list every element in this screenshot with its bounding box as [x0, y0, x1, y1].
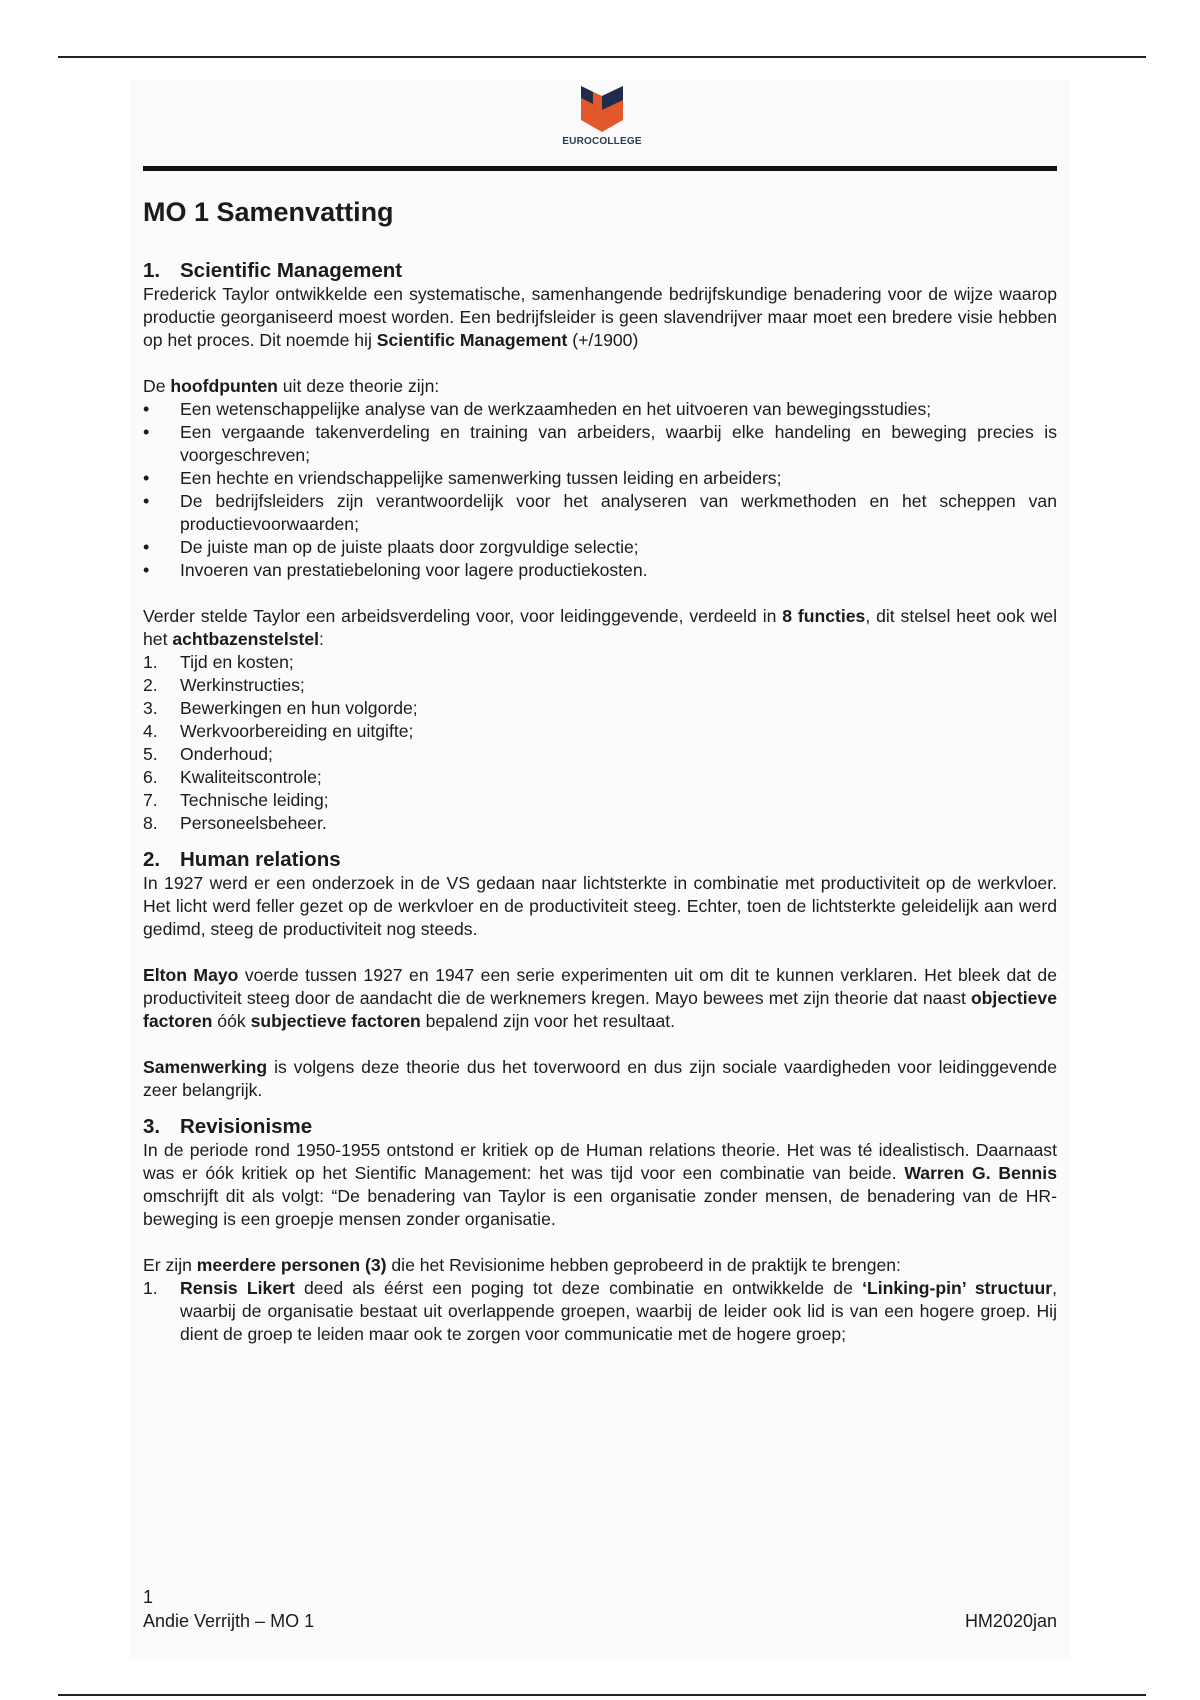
section-heading-human-relations [143, 847, 1057, 872]
paragraph-lichtsterkte: In 1927 werd er een onderzoek in de VS gedaan naar lichtsterkte in combinatie met productiviteit op de werkvloer. Het licht werd feller gezet op de werkvloer en de productiviteit steeg. Echter, toen de lichtsterkte geleidelijk aan werd gedimd, steeg de productiviteit nog steeds. [143, 873, 1057, 939]
list-item: • Een hechte en vriendschappelijke samenwerking tussen leiding en arbeiders; [143, 467, 1057, 490]
shield-logo-icon [579, 84, 625, 134]
document-title: MO 1 Samenvatting [143, 197, 394, 227]
list-item: • De bedrijfsleiders zijn verantwoordelijk voor het analyseren van werkmethoden en het scheppen van productievoorwaarden; [143, 490, 1057, 536]
section-number: 2. [143, 848, 161, 871]
section-title: Revisionisme [180, 1115, 313, 1138]
document-body [143, 192, 1057, 1346]
section-title: Human relations [180, 848, 341, 871]
section-number: 1. [143, 259, 161, 282]
paragraph-hoofdpunten: De hoofdpunten uit deze theorie zijn: [143, 376, 440, 396]
paragraph-elton-mayo: Elton Mayo voerde tussen 1927 en 1947 een serie experimenten uit om dit te kunnen verklaren. Het bleek dat de productiviteit steeg door de aandacht die de werknemers kregen. Mayo bewees met zijn theorie dat naast objectieve factoren óók subjectieve factoren bepalend zijn voor het resultaat. [143, 965, 1057, 1031]
personen-list [143, 1277, 1057, 1346]
list-item: • De juiste man op de juiste plaats door zorgvuldige selectie; [143, 536, 1057, 559]
hoofdpunten-list [143, 398, 1057, 582]
header-divider [143, 166, 1057, 171]
paragraph-taylor-intro: Frederick Taylor ontwikkelde een systematische, samenhangende bedrijfskundige benadering voor de wijze waarop productie georganiseerd moest worden. Een bedrijfsleider is geen slavendrijver maar moet een bredere visie hebben op het proces. Dit noemde hij Scientific Management (+/1900) [143, 284, 1057, 350]
paragraph-meerdere-personen: Er zijn meerdere personen (3) die het Revisionime hebben geprobeerd in de praktijk te brengen: [143, 1255, 901, 1275]
section-heading-revisionisme [143, 1114, 1057, 1139]
list-item: 2. Werkinstructies; [143, 675, 305, 695]
page-footer [143, 1610, 1057, 1632]
top-border-line [58, 56, 1146, 58]
footer-code: HM2020jan [964, 1611, 1057, 1631]
logo-text: EUROCOLLEGE [562, 136, 642, 147]
footer-author: Andie Verrijth – MO 1 [143, 1611, 315, 1631]
list-item: 4. Werkvoorbereiding en uitgifte; [143, 721, 414, 741]
list-item: • Een wetenschappelijke analyse van de werkzaamheden en het uitvoeren van bewegingsstudies; [143, 398, 1057, 421]
bottom-border-line [58, 1694, 1146, 1696]
section-title: Scientific Management [180, 259, 403, 282]
list-item: 5. Onderhoud; [143, 744, 273, 764]
functies-list [143, 651, 1057, 835]
paragraph-functies: Verder stelde Taylor een arbeidsverdeling voor, voor leidinggevende, verdeeld in 8 functies, dit stelsel heet ook wel het achtbazenstelstel: [143, 606, 1057, 649]
paragraph-samenwerking: Samenwerking is volgens deze theorie dus het toverwoord en dus zijn sociale vaardigheden voor leidinggevende zeer belangrijk. [143, 1057, 1057, 1100]
list-item: 7. Technische leiding; [143, 790, 329, 810]
list-item: 1. Rensis Likert deed als éérst een poging tot deze combinatie en ontwikkelde de ‘Linking-pin’ structuur, waarbij de organisatie bestaat uit overlappende groepen, waarbij de leider ook lid is van een hogere groep. Hij dient de groep te leiden maar ook te zorgen voor communicatie met de hogere groep; [143, 1278, 1057, 1344]
paragraph-kritiek: In de periode rond 1950-1955 ontstond er kritiek op de Human relations theorie. Het was té idealistisch. Daarnaast was er óók kritiek op het Sientific Management: het was tijd voor een combinatie van beide. Warren G. Bennis omschrijft dit als volgt: “De benadering van Taylor is een organisatie zonder mensen, de benadering van de HR-beweging is een groepje mensen zonder organisatie. [143, 1140, 1057, 1229]
list-item: • Invoeren van prestatiebeloning voor lagere productiekosten. [143, 559, 1057, 582]
list-item: • Een vergaande takenverdeling en training van arbeiders, waarbij elke handeling en beweging precies is voorgeschreven; [143, 421, 1057, 467]
section-number: 3. [143, 1115, 161, 1138]
list-item: 1. Tijd en kosten; [143, 652, 294, 672]
list-item: 3. Bewerkingen en hun volgorde; [143, 698, 418, 718]
section-heading-scientific-management [143, 258, 1057, 283]
page-number: 1 [143, 1587, 154, 1607]
list-item: 8. Personeelsbeheer. [143, 813, 327, 833]
eurocollege-logo [522, 84, 682, 147]
list-item: 6. Kwaliteitscontrole; [143, 767, 322, 787]
